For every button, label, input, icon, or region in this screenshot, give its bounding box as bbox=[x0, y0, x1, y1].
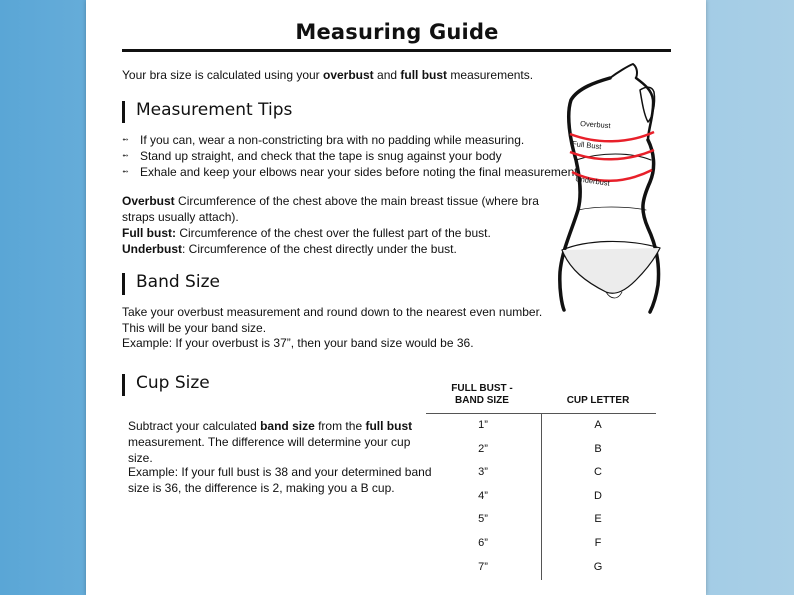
band-text: Take your overbust measurement and round down to the nearest even number. This will be your band size. Example: If your overbust is 37”, then your band size would be 36. bbox=[122, 305, 543, 350]
definition-overbust: Overbust Circumference of the chest above the main breast tissue (where bra straps usually attach). bbox=[122, 194, 539, 224]
title-divider bbox=[122, 49, 671, 52]
arrow-bullet-icon: ➻ bbox=[122, 167, 129, 176]
table-cell-cup: F bbox=[594, 537, 602, 549]
table-cell-cup: A bbox=[594, 419, 602, 431]
definitions bbox=[122, 193, 562, 257]
table-cell-diff: 4” bbox=[478, 490, 488, 502]
table-cell-cup: B bbox=[594, 443, 602, 455]
table-cell-diff: 2” bbox=[478, 443, 488, 455]
cup-text: Subtract your calculated band size from the full bust measurement. The difference will determine your cup size. bbox=[128, 419, 413, 465]
table-cell-cup: D bbox=[594, 490, 602, 502]
table-cell-diff: 7” bbox=[478, 561, 488, 573]
tips-heading: Measurement Tips bbox=[122, 100, 292, 120]
list-item: ➻ Stand up straight, and check that the tape is snug against your body bbox=[122, 149, 502, 163]
list-item: ➻ If you can, wear a non-constricting bra with no padding while measuring. bbox=[122, 133, 525, 147]
band-heading: Band Size bbox=[122, 272, 220, 292]
table-cell-cup: C bbox=[594, 466, 602, 478]
definition-underbust: Underbust: Circumference of the chest directly under the bust. bbox=[122, 242, 457, 256]
cup-example: Example: If your full bust is 38 and your determined band size is 36, the difference is 2, making you a B cup. bbox=[128, 465, 432, 495]
table-cell-diff: 1” bbox=[478, 419, 488, 431]
cup-heading: Cup Size bbox=[122, 373, 210, 393]
definition-full-bust: Full bust: Circumference of the chest over the fullest part of the bust. bbox=[122, 226, 491, 240]
list-item: ➻ Exhale and keep your elbows near your sides before noting the final measurement. bbox=[122, 165, 581, 179]
arrow-bullet-icon: ➻ bbox=[122, 135, 129, 144]
table-cell-diff: 5” bbox=[478, 513, 488, 525]
intro-text: Your bra size is calculated using your overbust and full bust measurements. bbox=[122, 68, 534, 82]
torso-figure bbox=[556, 60, 671, 315]
page-title: Measuring Guide bbox=[295, 20, 499, 44]
table-cell-cup: G bbox=[593, 561, 603, 573]
table-cell-diff: 6” bbox=[478, 537, 488, 549]
table-cell-diff: 3” bbox=[478, 466, 488, 478]
table-cell-cup: E bbox=[594, 513, 602, 525]
tips-list bbox=[122, 132, 581, 180]
arrow-bullet-icon: ➻ bbox=[122, 151, 129, 160]
fullbust-label: Full Bust bbox=[571, 139, 602, 152]
table-header-cup: CUP LETTER bbox=[566, 395, 630, 406]
guide-page bbox=[86, 0, 706, 595]
underbust-label: Underbust bbox=[574, 174, 611, 188]
table-column-divider bbox=[541, 414, 542, 580]
table-header-diff: FULL BUST - BAND SIZE bbox=[451, 383, 513, 406]
overbust-label: Overbust bbox=[579, 119, 611, 131]
